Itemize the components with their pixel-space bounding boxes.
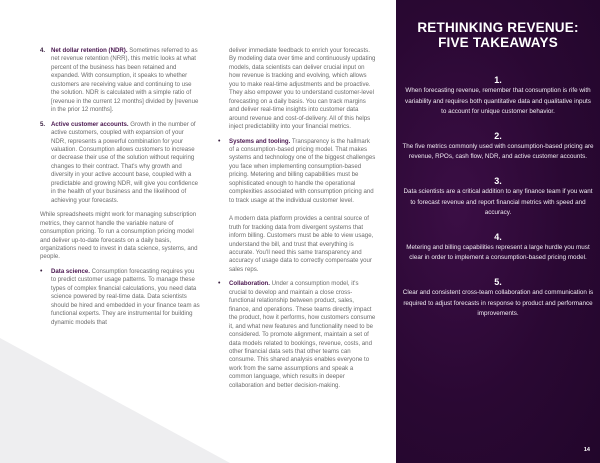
- takeaway: 5. Clear and consistent cross-team collaboration and communication is required to adjust forecasts in response to product and performance improvements.: [402, 276, 594, 318]
- middle-column: [218, 47, 376, 396]
- list-item: • Data science. Consumption forecasting requires you to predict customer usage patterns. To manage these types of complex financial calculations, you need data science powered by real-time data. Data scientists should be hired and embedded in your finance team as functional experts. They are instrumental for building dynamic models that: [40, 267, 200, 326]
- takeaway-list: [396, 74, 600, 320]
- panel-title: RETHINKING REVENUE: FIVE TAKEAWAYS: [417, 20, 579, 50]
- list-item: 4. Net dollar retention (NDR). Sometimes referred to as net revenue retention (NRR), this metric looks at what percent of the business has been retained and expanded. With consumption, it speaks to whether customers are receiving value and continuing to use the solution. NDR is calculated with a simple ratio of [revenue in the current 12 months] divided by [revenue in the prior 12 months].: [40, 47, 199, 114]
- paragraph: deliver immediate feedback to enrich your forecasts. By modeling data over time and continuously updating models, data scientists can deliver crucial input on how revenue is tracking and evolving, which allows you to make real-time adjustments and be proactive. They also empower you to understand customer-level forecasting on a daily basis. You can track margins and deliver real-time insights into customer data around revenue and cost-of-delivery. All of this helps inject predictability into your financial metrics.: [229, 47, 376, 131]
- list-item: 5. Active customer accounts. Growth in the number of active customers, coupled with expansion of your NDR, represents a powerful combination for your valuation. Consumption allows customers to increase or decrease their use of the solution without requiring changes to their contract. That's why growth and diversity in your active account base, coupled with a predictable and growing NDR, will give you confidence in the health of your business and the likelihood of achieving your forecasts.: [40, 120, 199, 204]
- takeaway: 2. The five metrics commonly used with consumption-based pricing are revenue, RPOs, cash flow, NDR, and active customer accounts.: [402, 130, 594, 161]
- list-item: • Systems and tooling. Transparency is the hallmark of a consumption-based pricing model. That makes systems and technology one of the biggest challenges you face when implementing consumption-based pricing. Metering and billing capabilities must be sophisticated enough to handle the operational complexities associated with consumption pricing and to track usage at the individual customer level.: [218, 137, 376, 204]
- paragraph: While spreadsheets might work for managing subscription metrics, they cannot handle the variable nature of consumption pricing. To run a consumption pricing model and deliver up-to-date forecasts on a daily basis, organizations need to invest in data science, systems, and people.: [40, 211, 198, 261]
- decorative-triangle: [0, 338, 230, 463]
- takeaways-panel: [396, 0, 600, 463]
- paragraph: A modern data platform provides a central source of truth for tracking data from divergent systems that inform billing. Customers must be able to view usage, understand the bill, and trust that everything is accurate. You'll need this same transparency and accuracy of usage data to correctly compensate your sales reps.: [229, 215, 374, 273]
- list-item: • Collaboration. Under a consumption model, it's crucial to develop and maintain a close cross-functional relationship between product, sales, finance, and operations. These teams directly impact the product, how it performs, how customers consume it, and what new features and functionality need to be considered. To promote alignment, maintain a set of data models related to bookings, revenue, costs, and other financial data sets that other teams can consume. This shared analysis enables everyone to work from the same assumptions and speak a common language, which results in deeper collaboration and better decision-making.: [218, 280, 376, 389]
- takeaway: 3. Data scientists are a critical addition to any finance team if you want to forecast revenue and report financial metrics with speed and accuracy.: [403, 175, 593, 217]
- takeaway: 4. Metering and billing capabilities represent a large hurdle you must clear in order to implement a consumption-based pricing model.: [406, 231, 590, 262]
- takeaway: 1. When forecasting revenue, remember that consumption is rife with variability and requires both quantitative data and qualitative inputs to account for unique customer behavior.: [405, 75, 591, 116]
- page-number: 14: [583, 447, 590, 453]
- left-column: [40, 47, 200, 333]
